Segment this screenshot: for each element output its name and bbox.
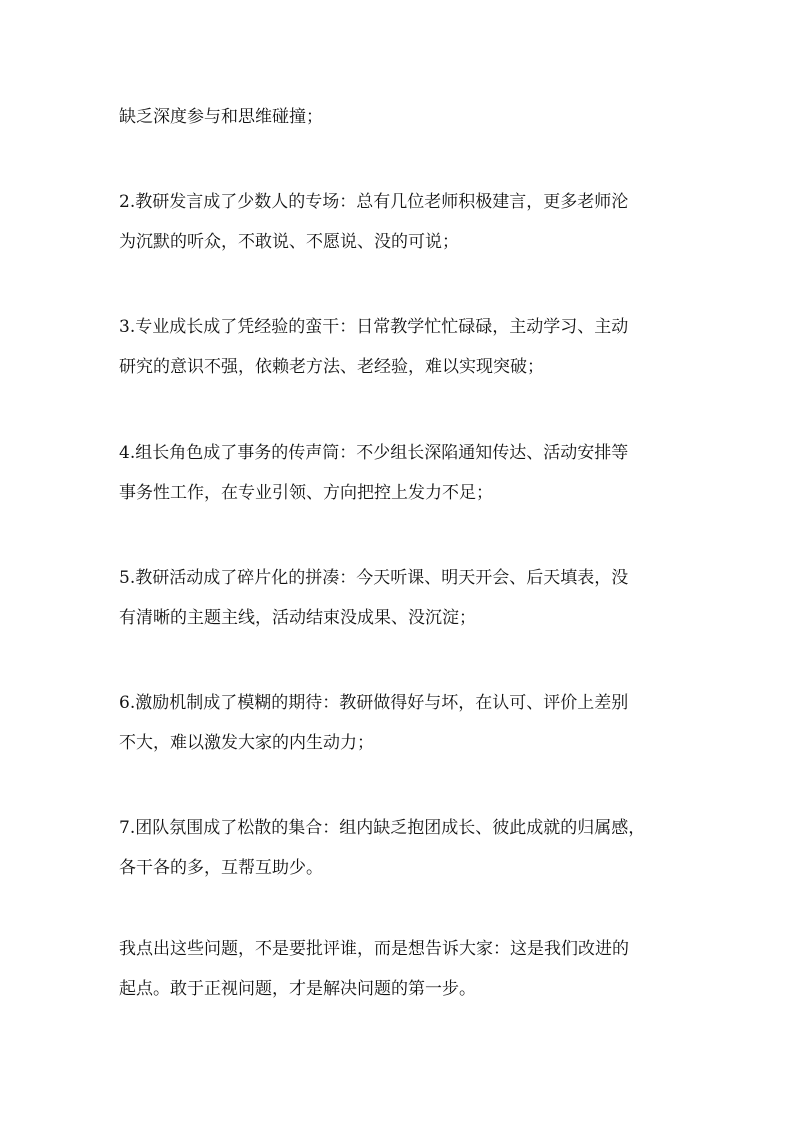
paragraph-7 [119, 808, 679, 888]
paragraph-3 [119, 307, 679, 387]
paragraph-2 [119, 182, 679, 262]
paragraph-line: 研究的意识不强，依赖老方法、老经验，难以实现突破； [119, 357, 544, 377]
paragraph-5 [119, 558, 679, 638]
paragraph-line: 7.团队氛围成了松散的集合：组内缺乏抱团成长、彼此成就的归属感， [119, 818, 646, 838]
paragraph-line: 有清晰的主题主线，活动结束没成果、没沉淀； [119, 608, 476, 628]
paragraph-line: 6.激励机制成了模糊的期待：教研做得好与坏，在认可、评价上差别 [119, 693, 629, 713]
paragraph-line: 我点出这些问题，不是要批评谁，而是想告诉大家：这是我们改进的 [119, 939, 629, 959]
paragraph-line: 4.组长角色成了事务的传声筒：不少组长深陷通知传达、活动安排等 [119, 443, 629, 463]
paragraph-line: 3.专业成长成了凭经验的蛮干：日常教学忙忙碌碌，主动学习、主动 [119, 317, 629, 337]
paragraph-6 [119, 683, 679, 763]
paragraph-4 [119, 433, 679, 513]
paragraph-line: 为沉默的听众，不敢说、不愿说、没的可说； [119, 232, 459, 252]
paragraph-8 [119, 929, 679, 1009]
paragraph-line: 事务性工作，在专业引领、方向把控上发力不足； [119, 483, 493, 503]
paragraph-line: 不大，难以激发大家的内生动力； [119, 733, 374, 753]
paragraph-1-continuation [119, 97, 679, 137]
paragraph-line: 起点。敢于正视问题，才是解决问题的第一步。 [119, 979, 476, 999]
paragraph-line: 各干各的多，互帮互助少。 [119, 858, 323, 878]
paragraph-line: 2.教研发言成了少数人的专场：总有几位老师积极建言，更多老师沦 [119, 192, 629, 212]
paragraph-line: 5.教研活动成了碎片化的拼凑：今天听课、明天开会、后天填表，没 [119, 568, 629, 588]
paragraph-line: 缺乏深度参与和思维碰撞； [119, 107, 323, 127]
